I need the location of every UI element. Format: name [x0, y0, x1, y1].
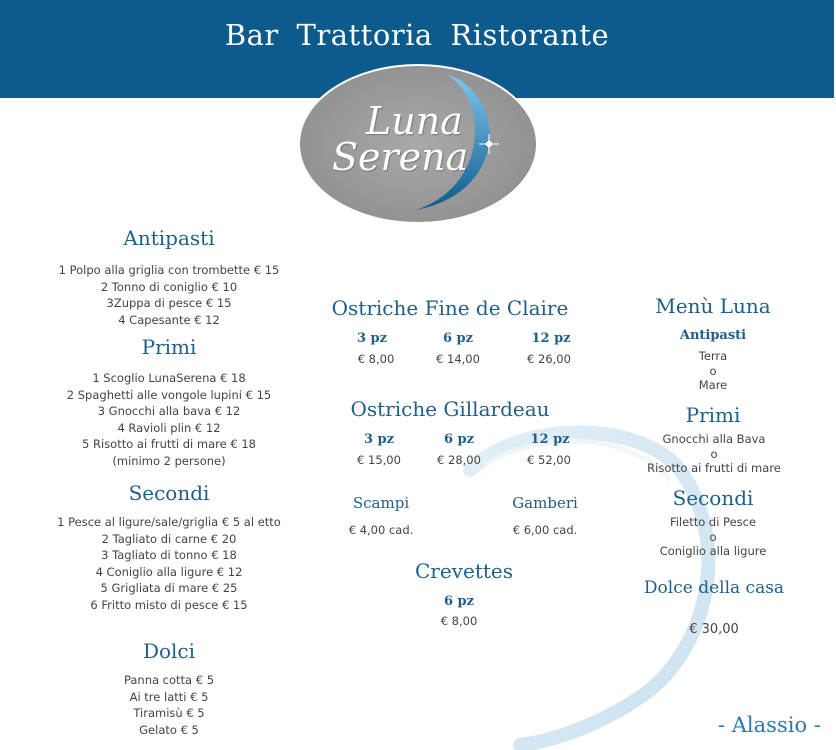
restaurant-title: Bar Trattoria Ristorante — [224, 18, 610, 52]
list-item: o — [709, 529, 717, 544]
logo-text-serena: Serena — [332, 135, 469, 179]
list-item: 4 Capesante € 12 — [118, 312, 220, 327]
menu-antipasti-list — [643, 349, 783, 393]
menu-luna-heading: Menù Luna — [655, 294, 771, 318]
menu-secondi-list — [633, 515, 793, 559]
size-label: 3 pz — [356, 331, 388, 346]
size-label: 12 pz — [531, 331, 571, 346]
size-label: 12 pz — [530, 432, 570, 447]
ostriche-fine-heading: Ostriche Fine de Claire — [331, 296, 569, 320]
menu-primi-heading: Primi — [685, 403, 741, 427]
list-item: Coniglio alla ligure — [659, 544, 767, 558]
list-item: 1 Scoglio LunaSerena € 18 — [92, 371, 246, 385]
list-item: (minimo 2 persone) — [112, 453, 226, 468]
list-item: 1 Polpo alla griglia con trombette € 15 — [58, 263, 280, 277]
menu-dolce-heading: Dolce della casa — [643, 578, 785, 598]
list-item: Gelato € 5 — [139, 722, 199, 737]
scampi-price: € 4,00 cad. — [348, 523, 414, 537]
price: € 26,00 — [527, 352, 571, 366]
list-item: 2 Tagliato di carne € 20 — [101, 531, 237, 546]
menu-luna-price: € 30,00 — [689, 622, 739, 637]
list-item: 6 Fritto misto di pesce € 15 — [90, 597, 248, 612]
list-item: 2 Tonno di coniglio € 10 — [100, 279, 238, 294]
size-label: 6 pz — [443, 432, 475, 447]
list-item: 3Zuppa di pesce € 15 — [106, 296, 232, 310]
price: € 8,00 — [357, 352, 395, 366]
ostriche-gillardeau-heading: Ostriche Gillardeau — [350, 397, 550, 421]
menu-antipasti-heading: Antipasti — [679, 328, 747, 343]
list-item: 3 Tagliato di tonno € 18 — [101, 548, 237, 562]
antipasti-list — [34, 262, 304, 328]
list-item: Terra — [698, 349, 728, 363]
list-item: Filetto di Pesce — [669, 515, 757, 529]
scampi-heading: Scampi — [352, 494, 410, 512]
gamberi-price: € 6,00 cad. — [512, 523, 578, 537]
list-item: Tiramisù € 5 — [133, 706, 205, 720]
crevettes-heading: Crevettes — [414, 559, 513, 583]
dolci-heading: Dolci — [142, 639, 196, 663]
list-item: 1 Pesce al ligure/sale/griglia € 5 al etto — [57, 515, 281, 529]
size-label: 3 pz — [363, 432, 395, 447]
list-item: o — [709, 363, 717, 378]
price: € 52,00 — [527, 453, 571, 467]
list-item: 2 Spaghetti alle vongole lupini € 15 — [66, 387, 272, 402]
list-item: 5 Risotto ai frutti di mare € 18 — [82, 437, 256, 451]
list-item: o — [710, 446, 718, 461]
price: € 28,00 — [437, 453, 481, 467]
list-item: Ai tre latti € 5 — [129, 689, 209, 704]
list-item: 5 Grigliata di mare € 25 — [100, 581, 238, 595]
secondi-list — [24, 514, 314, 613]
logo-text-luna: Luna — [366, 99, 463, 143]
gamberi-heading: Gamberi — [512, 494, 578, 512]
price: € 15,00 — [357, 453, 401, 467]
list-item: 4 Coniglio alla ligure € 12 — [95, 564, 243, 579]
footer-city: - Alassio - — [718, 713, 821, 737]
size-label: 6 pz — [442, 331, 474, 346]
menu-secondi-heading: Secondi — [672, 486, 754, 510]
crevettes-price: € 8,00 — [440, 614, 478, 628]
menu-primi-list — [626, 432, 802, 476]
list-item: Panna cotta € 5 — [123, 673, 215, 687]
list-item: 4 Ravioli plin € 12 — [117, 420, 221, 435]
list-item: Gnocchi alla Bava — [662, 432, 766, 446]
primi-heading: Primi — [141, 335, 197, 359]
size-label: 6 pz — [443, 594, 475, 609]
secondi-heading: Secondi — [128, 481, 210, 505]
antipasti-heading: Antipasti — [123, 226, 215, 250]
list-item: Risotto ai frutti di mare — [647, 461, 781, 475]
logo — [296, 62, 540, 226]
list-item: 3 Gnocchi alla bava € 12 — [97, 404, 241, 418]
list-item: Mare — [698, 378, 728, 392]
price: € 14,00 — [436, 352, 480, 366]
primi-list — [34, 370, 304, 469]
dolci-list — [84, 672, 254, 738]
